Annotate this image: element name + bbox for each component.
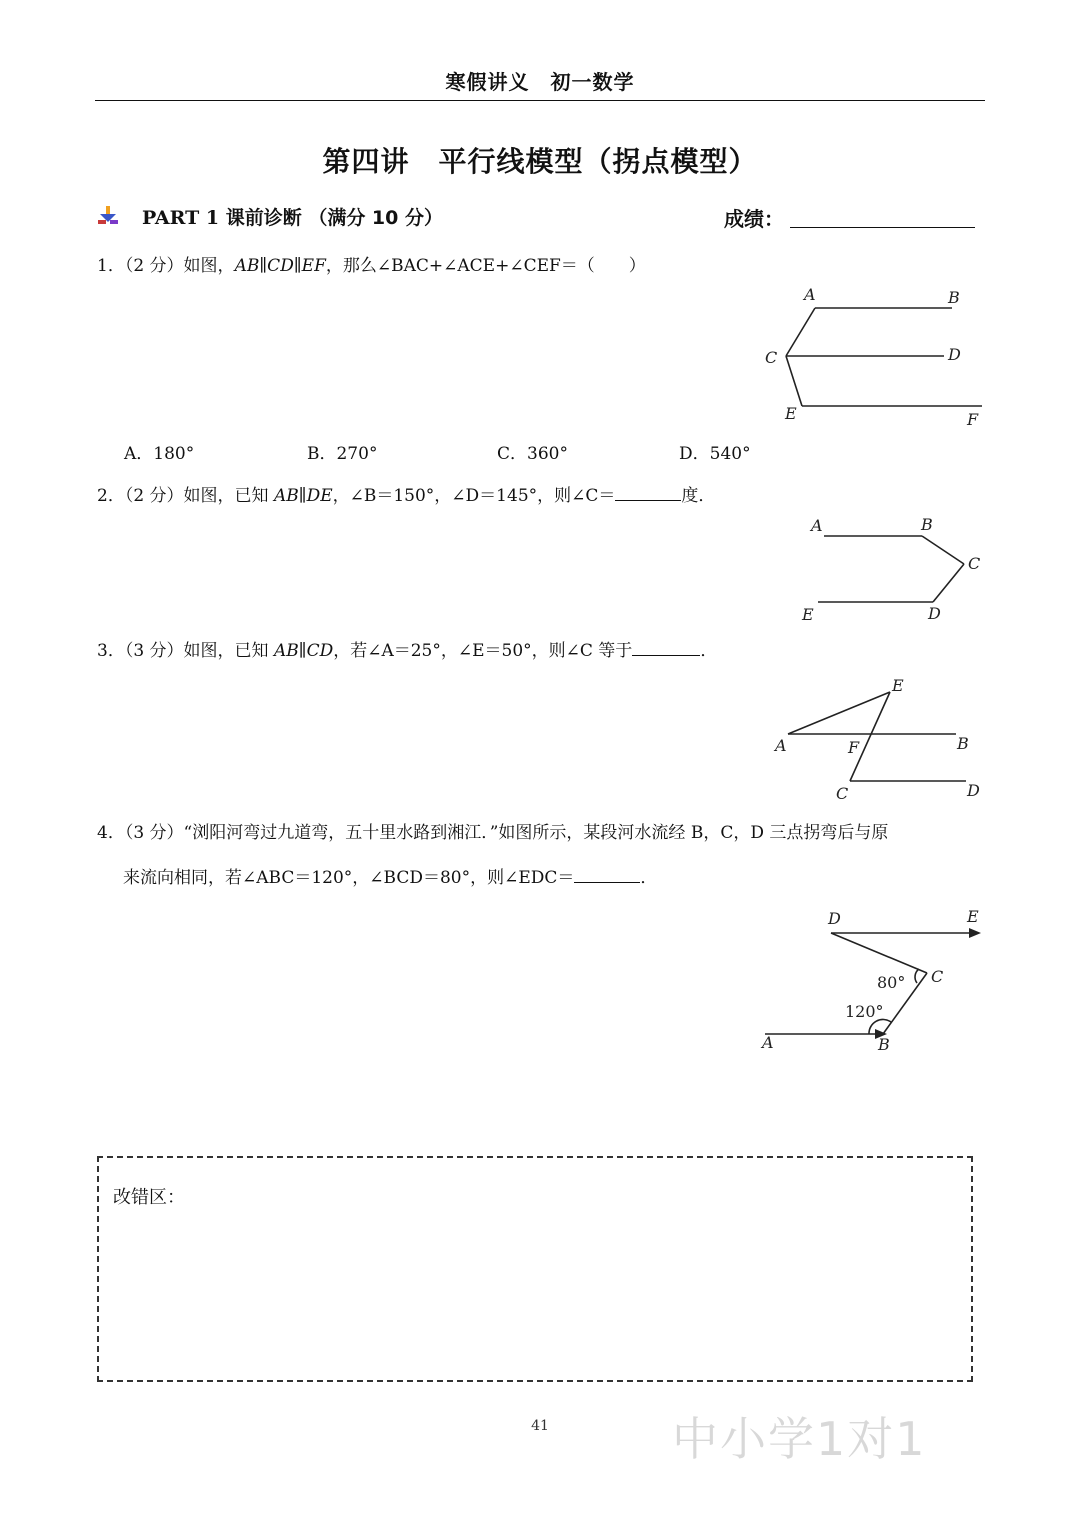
q2-label-b: B xyxy=(921,515,933,534)
score-blank[interactable] xyxy=(790,227,975,228)
q3-label-c: C xyxy=(836,784,849,803)
q3-figure xyxy=(770,674,990,809)
q4-label-b: B xyxy=(878,1035,890,1054)
q3-condition: AB∥CD xyxy=(273,641,334,661)
q3-label-a: A xyxy=(775,736,787,755)
question-2 xyxy=(97,482,715,508)
question-1 xyxy=(97,254,646,278)
q2-segment-cd xyxy=(933,564,964,602)
correction-area[interactable] xyxy=(97,1156,973,1382)
header-rule xyxy=(95,100,985,101)
correction-label: 改错区： xyxy=(113,1187,185,1208)
q1-label-d: D xyxy=(948,345,961,364)
q4-label-e: E xyxy=(967,907,979,926)
question-4-line-2 xyxy=(123,864,657,890)
q1-figure xyxy=(760,282,990,432)
q2-answer-blank[interactable] xyxy=(615,482,681,501)
q1-segment-ac xyxy=(786,308,815,356)
part-text: 课前诊断 （满分 10 分） xyxy=(225,207,443,229)
q1-option-d[interactable]: D．540° xyxy=(679,444,751,464)
q4-label-c: C xyxy=(931,967,944,986)
q4-angle-c-arc xyxy=(915,969,919,983)
q2-text-b: ，∠B＝150°，∠D＝145°，则∠C＝ xyxy=(332,486,616,506)
q2-label-e: E xyxy=(802,605,814,624)
q4-number: 4． xyxy=(97,823,125,843)
q2-segment-bc xyxy=(922,536,964,564)
question-3 xyxy=(97,637,717,663)
question-4-line-1 xyxy=(97,821,888,845)
part-label: PART 1 xyxy=(142,207,220,229)
q1-label-f: F xyxy=(967,410,979,429)
q2-label-c: C xyxy=(968,554,981,573)
page-number: 41 xyxy=(531,1418,549,1434)
q4-line-1-text: （3 分）“浏阳河弯过九道弯，五十里水路到湘江．”如图所示，某段河水流经 B，C，D 三点拐弯后与原 xyxy=(124,823,889,843)
q4-segment-dc xyxy=(831,933,927,973)
q1-option-b[interactable]: B．270° xyxy=(307,444,378,464)
q3-number: 3． xyxy=(97,641,125,661)
q2-label-d: D xyxy=(928,604,941,623)
q4-label-d: D xyxy=(828,909,841,928)
q2-number: 2． xyxy=(97,486,125,506)
q2-text-a: （2 分）如图，已知 xyxy=(124,486,274,506)
q3-answer-blank[interactable] xyxy=(632,637,700,656)
q3-text-c: ． xyxy=(700,641,718,661)
q3-label-b: B xyxy=(957,734,969,753)
q3-label-e: E xyxy=(892,676,904,695)
score-label: 成绩： xyxy=(724,207,784,231)
q3-label-f: F xyxy=(848,738,860,757)
q1-label-c: C xyxy=(765,348,778,367)
q2-condition: AB∥DE xyxy=(273,486,333,506)
q2-text-c: 度． xyxy=(681,486,716,506)
q4-label-a: A xyxy=(762,1033,774,1052)
part-bullet-icon xyxy=(98,206,118,224)
page-header: 寒假讲义 初一数学 xyxy=(445,70,635,94)
q4-answer-blank[interactable] xyxy=(574,864,640,883)
q3-text-b: ，若∠A＝25°，∠E＝50°，则∠C 等于 xyxy=(333,641,633,661)
q2-label-a: A xyxy=(811,516,823,535)
q1-text: ，那么∠BAC+∠ACE+∠CEF＝（ ） xyxy=(325,256,646,276)
q1-condition: AB∥CD∥EF xyxy=(234,256,326,276)
q4-line-2-text: 来流向相同，若∠ABC＝120°，∠BCD＝80°，则∠EDC＝ xyxy=(123,868,575,888)
q4-arrow-e-icon xyxy=(969,928,981,938)
q1-label-b: B xyxy=(948,288,960,307)
q1-option-a[interactable]: A．180° xyxy=(124,444,195,464)
q3-text-a: （3 分）如图，已知 xyxy=(124,641,274,661)
q4-angle-c-value: 80° xyxy=(877,973,906,992)
q1-score: （2 分）如图， xyxy=(124,256,235,276)
q3-label-d: D xyxy=(967,781,980,800)
q1-label-a: A xyxy=(804,285,816,304)
q4-angle-b-value: 120° xyxy=(845,1002,884,1021)
watermark: 中小学1对1 xyxy=(672,1412,927,1466)
q1-label-e: E xyxy=(785,404,797,423)
q4-line-2-end: ． xyxy=(640,868,658,888)
q4-figure xyxy=(755,900,990,1060)
part-heading xyxy=(142,203,443,230)
q1-number: 1． xyxy=(97,256,125,276)
q1-option-c[interactable]: C．360° xyxy=(497,444,568,464)
q2-figure xyxy=(800,512,990,627)
q1-segment-ce xyxy=(786,356,802,406)
lecture-title: 第四讲 平行线模型（拐点模型） xyxy=(322,145,758,178)
